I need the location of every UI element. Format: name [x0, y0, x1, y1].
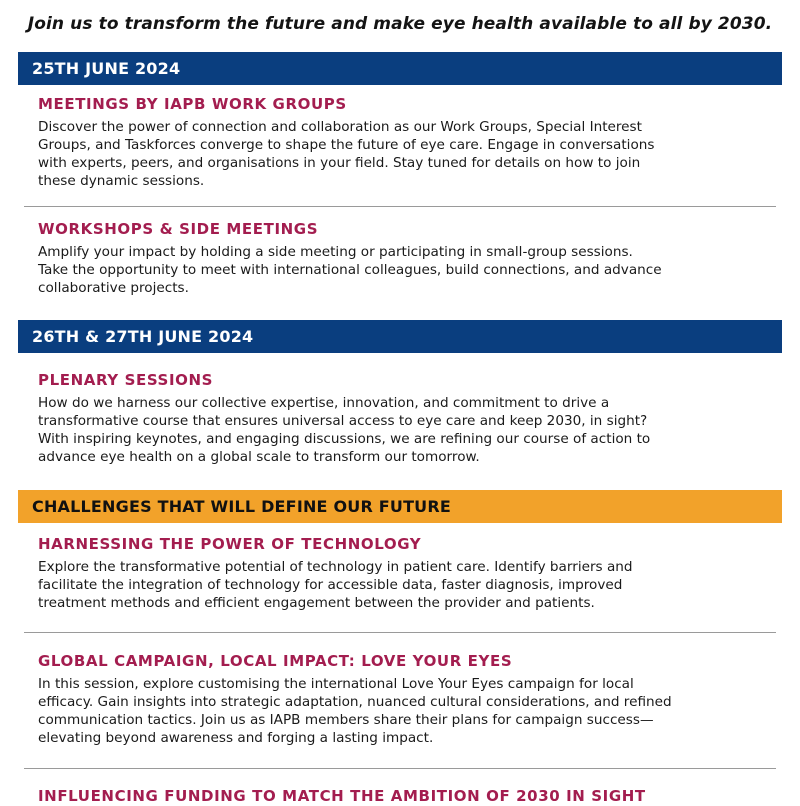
section-body: In this session, explore customising the international Love Your Eyes campaign for local efficacy. Gain insights into strategic adaptation, nuanced cultural considerations, and refined communication tactics. Join us as IAPB members share their plans for campaign success— elevating beyond awareness and forging a lasting impact.	[38, 676, 672, 746]
section-funding	[38, 786, 778, 806]
tagline: Join us to transform the future and make eye health available to all by 2030.	[27, 14, 773, 34]
section-title: INFLUENCING FUNDING TO MATCH THE AMBITION OF 2030 IN SIGHT	[38, 787, 646, 805]
section-campaign	[38, 651, 778, 747]
section-meetings	[38, 94, 778, 190]
section-title: WORKSHOPS & SIDE MEETINGS	[38, 220, 319, 238]
section-title: HARNESSING THE POWER OF TECHNOLOGY	[38, 535, 422, 553]
section-technology	[38, 534, 778, 612]
divider	[24, 768, 776, 769]
section-body: Discover the power of connection and collaboration as our Work Groups, Special Interest Groups, and Taskforces converge to shape the future of eye care. Engage in conversations with experts, peers, and organisations in your field. Stay tuned for details on how to join these dynamic sessions.	[38, 119, 655, 189]
section-plenary	[38, 370, 778, 466]
divider	[24, 206, 776, 207]
divider	[24, 632, 776, 633]
date-band-26-27-june: 26TH & 27TH JUNE 2024	[18, 320, 782, 353]
section-body: Amplify your impact by holding a side meeting or participating in small-group sessions. Take the opportunity to meet with international colleagues, build connections, and advance collaborative projects.	[38, 244, 662, 296]
section-body: How do we harness our collective expertise, innovation, and commitment to drive a transformative course that ensures universal access to eye care and keep 2030, in sight? With inspiring keynotes, and engaging discussions, we are refining our course of action to advance eye health on a global scale to transform our tomorrow.	[38, 395, 651, 465]
section-workshops	[38, 219, 778, 297]
section-title: MEETINGS BY IAPB WORK GROUPS	[38, 95, 347, 113]
section-title: GLOBAL CAMPAIGN, LOCAL IMPACT: LOVE YOUR EYES	[38, 652, 513, 670]
section-title: PLENARY SESSIONS	[38, 371, 214, 389]
date-band-25-june: 25TH JUNE 2024	[18, 52, 782, 85]
challenges-band: CHALLENGES THAT WILL DEFINE OUR FUTURE	[18, 490, 782, 523]
section-body: Explore the transformative potential of technology in patient care. Identify barriers and facilitate the integration of technology for accessible data, faster diagnosis, improved treatment methods and efficient engagement between the provider and patients.	[38, 559, 633, 611]
